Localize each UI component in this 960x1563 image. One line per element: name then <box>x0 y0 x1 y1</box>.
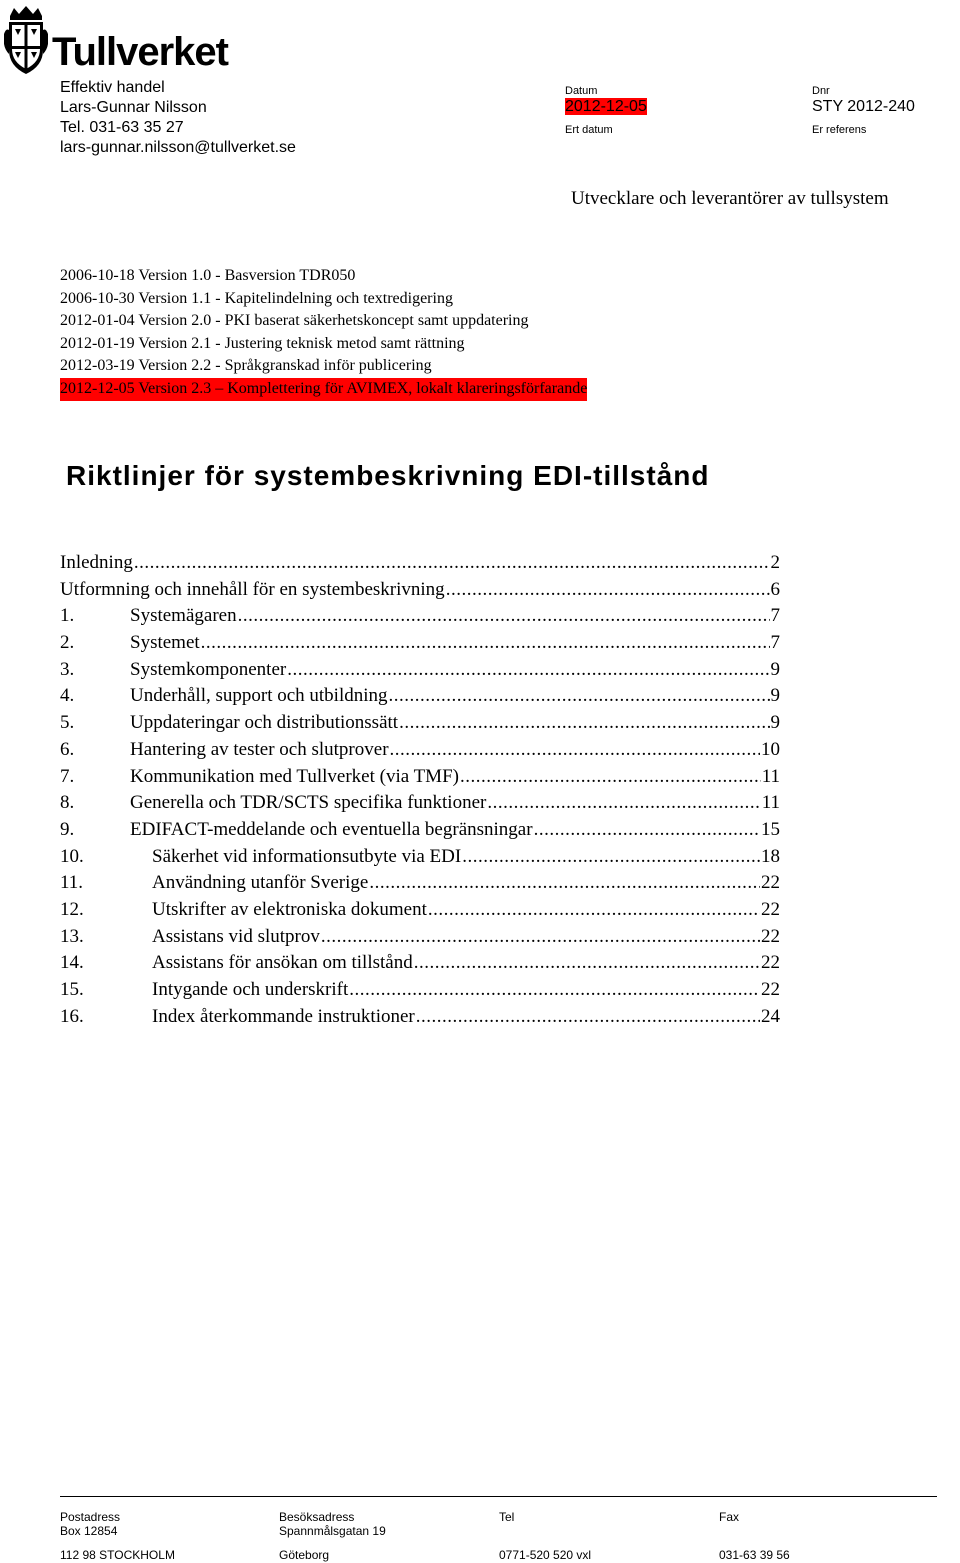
toc-entry-text: Assistans vid slutprov <box>152 925 320 947</box>
sender-name: Lars-Gunnar Nilsson <box>60 99 207 116</box>
toc-entry-text: EDIFACT-meddelande och eventuella begränsningar <box>130 818 533 840</box>
toc-entry-text: Systemet <box>130 632 200 654</box>
toc-entry-number: 3. <box>60 658 75 680</box>
sender-block <box>60 78 296 158</box>
footer-fax <box>719 1510 790 1562</box>
toc-entry-text: Systemkomponenter <box>130 658 287 680</box>
toc-entry-number: 12. <box>60 898 84 920</box>
toc-entry-text: Hantering av tester och slutprover <box>130 738 389 760</box>
toc-entry-number: 13. <box>60 925 84 947</box>
toc-entry-number: 9. <box>60 818 75 840</box>
besoksadress-line1: Spannmålsgatan 19 <box>279 1524 386 1538</box>
besoksadress-line2: Göteborg <box>279 1548 330 1562</box>
sender-department: Effektiv handel <box>60 79 165 96</box>
toc-entry[interactable] <box>60 870 780 897</box>
toc-entry-number: 14. <box>60 952 84 974</box>
history-entry: 2012-01-19 Version 2.1 - Justering teknisk metod samt rättning <box>60 334 465 352</box>
ert-datum-label: Ert datum <box>565 124 613 136</box>
toc-entry-page: 7 <box>770 605 780 627</box>
toc-entry-page: 11 <box>761 792 780 814</box>
toc-entry-text: Systemägaren <box>130 605 237 627</box>
toc-entry-text: Underhåll, support och utbildning <box>130 685 388 707</box>
footer-postadress <box>60 1510 175 1562</box>
toc-entry-page: 2 <box>770 552 780 573</box>
datum-label: Datum <box>565 85 598 97</box>
toc-entry-number: 2. <box>60 632 75 654</box>
toc-entry[interactable] <box>60 657 780 684</box>
postadress-label: Postadress <box>60 1510 121 1524</box>
sender-email: lars-gunnar.nilsson@tullverket.se <box>60 139 296 156</box>
footer-tel <box>499 1510 591 1562</box>
history-entry: 2006-10-18 Version 1.0 - Basversion TDR050 <box>60 267 356 284</box>
toc-entry-text: Inledning <box>60 552 133 573</box>
toc-entry-page: 11 <box>761 765 780 787</box>
toc-entry-number: 4. <box>60 685 75 707</box>
toc-entry-page: 10 <box>761 738 780 760</box>
toc-entry-number: 1. <box>60 605 75 627</box>
toc-entry[interactable] <box>60 550 780 577</box>
toc-entry-number: 16. <box>60 1005 84 1027</box>
postadress-line2: 112 98 STOCKHOLM <box>60 1548 175 1562</box>
sender-phone: Tel. 031-63 35 27 <box>60 119 184 136</box>
toc-entry[interactable] <box>60 577 780 604</box>
toc-entry-text: Utskrifter av elektroniska dokument <box>152 898 427 920</box>
besoksadress-label: Besöksadress <box>279 1510 355 1524</box>
toc-entry[interactable] <box>60 817 780 844</box>
fax-label: Fax <box>719 1510 740 1524</box>
history-entry-highlighted-text: 2012-12-05 Version 2.3 – Komplettering för AVIMEX, lokalt klareringsförfarande <box>60 378 587 401</box>
toc-entry[interactable] <box>60 630 780 657</box>
logo-text: Tullverket <box>52 30 228 74</box>
toc-entry-page: 24 <box>761 1005 780 1027</box>
toc-entry-page: 18 <box>761 845 780 867</box>
toc-entry[interactable] <box>60 897 780 924</box>
toc-entry[interactable] <box>60 977 780 1004</box>
toc-entry[interactable] <box>60 950 780 977</box>
toc-entry[interactable] <box>60 737 780 764</box>
fax-value: 031-63 39 56 <box>719 1548 790 1562</box>
toc-entry-page: 22 <box>761 979 780 1000</box>
toc-entry[interactable] <box>60 603 780 630</box>
coat-of-arms-icon <box>4 4 48 76</box>
document-title: Riktlinjer för systembeskrivning EDI-tillstånd <box>66 460 710 491</box>
history-entry: 2006-10-30 Version 1.1 - Kapitelindelning och textredigering <box>60 289 453 307</box>
version-history <box>60 265 587 401</box>
toc-entry-page: 9 <box>770 658 780 680</box>
toc-entry-number: 7. <box>60 765 75 787</box>
toc-entry[interactable] <box>60 924 780 951</box>
toc-entry-page: 22 <box>761 925 780 947</box>
er-referens-label: Er referens <box>812 124 867 136</box>
history-entry-highlighted <box>60 378 587 401</box>
toc-entry-number: 5. <box>60 712 75 734</box>
toc-entry[interactable] <box>60 764 780 791</box>
footer-besoksadress <box>279 1510 386 1562</box>
toc-entry-text: Intygande och underskrift <box>152 979 349 1000</box>
toc-entry-number: 8. <box>60 792 75 814</box>
toc-entry-text: Index återkommande instruktioner <box>152 1005 415 1027</box>
history-entry: 2012-03-19 Version 2.2 - Språkgranskad inför publicering <box>60 357 432 375</box>
toc-entry-number: 15. <box>60 979 84 1000</box>
tullverket-logo <box>4 4 254 76</box>
toc-entry[interactable] <box>60 844 780 871</box>
toc-entry-text: Assistans för ansökan om tillstånd <box>152 952 413 974</box>
dnr-label: Dnr <box>812 85 830 97</box>
toc-entry-number: 6. <box>60 738 75 760</box>
toc-entry-page: 9 <box>770 712 780 734</box>
datum-value-text: 2012-12-05 <box>565 98 647 115</box>
tel-value: 0771-520 520 vxl <box>499 1548 592 1562</box>
postadress-line1: Box 12854 <box>60 1524 118 1538</box>
toc-entry[interactable] <box>60 1004 780 1031</box>
toc-entry[interactable] <box>60 710 780 737</box>
recipient: Utvecklare och leverantörer av tullsystem <box>571 188 889 209</box>
toc-entry-text: Utformning och innehåll för en systembeskrivning <box>60 578 445 600</box>
toc-entry-page: 15 <box>761 818 780 840</box>
toc-entry-text: Generella och TDR/SCTS specifika funktioner <box>130 792 487 814</box>
toc-entry-page: 22 <box>761 872 780 894</box>
history-entry: 2012-01-04 Version 2.0 - PKI baserat säkerhetskoncept samt uppdatering <box>60 312 529 330</box>
footer-divider <box>60 1496 937 1497</box>
toc-entry-text: Användning utanför Sverige <box>152 872 369 894</box>
toc-entry-page: 22 <box>761 952 780 974</box>
toc-entry[interactable] <box>60 790 780 817</box>
toc-entry-text: Kommunikation med Tullverket (via TMF) <box>130 765 459 787</box>
toc-entry-page: 7 <box>770 632 780 654</box>
toc-entry[interactable] <box>60 683 780 710</box>
toc-entry-page: 22 <box>761 898 780 920</box>
tel-label: Tel <box>499 1510 515 1524</box>
table-of-contents <box>60 550 780 1030</box>
toc-entry-page: 6 <box>770 578 780 600</box>
toc-entry-text: Säkerhet vid informationsutbyte via EDI <box>152 845 462 867</box>
toc-entry-text: Uppdateringar och distributionssätt <box>130 712 399 734</box>
datum-value <box>565 97 647 117</box>
toc-entry-page: 9 <box>770 685 780 707</box>
toc-entry-number: 11. <box>60 872 84 894</box>
toc-entry-number: 10. <box>60 845 84 867</box>
dnr-value: STY 2012-240 <box>812 98 915 115</box>
